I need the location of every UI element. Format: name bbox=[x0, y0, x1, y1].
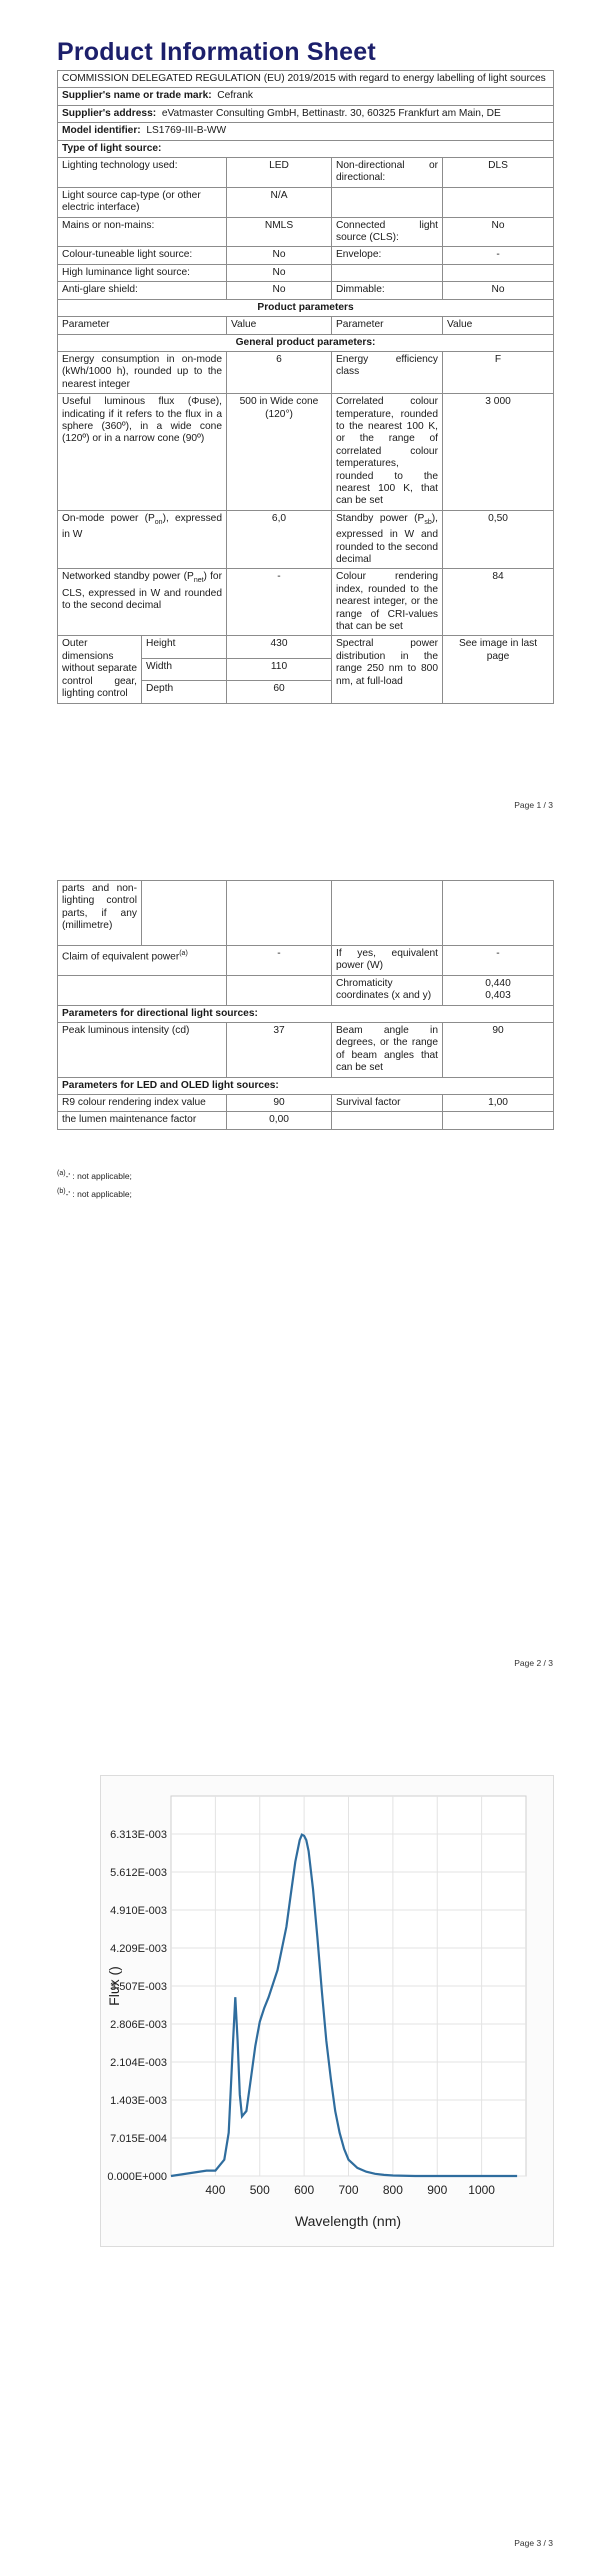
model-row bbox=[58, 123, 554, 140]
page-title: Product Information Sheet bbox=[57, 38, 376, 66]
on-mode-power-value: 6,0 bbox=[227, 510, 332, 569]
y-tick-label: 4.209E-003 bbox=[110, 1943, 167, 1955]
chromaticity-value bbox=[443, 975, 554, 1005]
survival-factor-value: 1,00 bbox=[443, 1095, 554, 1112]
type-label: Lighting technology used: bbox=[58, 158, 227, 188]
supplier-address-value: eVatmaster Consulting GmbH, Bettinastr. 30, 60325 Frankfurt am Main, DE bbox=[161, 107, 501, 119]
type-label: High luminance light source: bbox=[58, 264, 227, 281]
network-row bbox=[58, 569, 554, 636]
footnote-mark: (b) bbox=[57, 1188, 66, 1195]
equivalent-power-label: If yes, equivalent power (W) bbox=[332, 946, 443, 976]
page-1 bbox=[0, 0, 603, 820]
x-tick-label: 1000 bbox=[468, 2183, 495, 2197]
width-value: 110 bbox=[227, 658, 332, 680]
cri-label: Colour rendering index, rounded to the nearest integer, or the range of CRI-values that can be set bbox=[332, 569, 443, 636]
standby-power-label bbox=[332, 510, 443, 569]
page-footer: Page 3 / 3 bbox=[514, 2538, 553, 2548]
x-tick-label: 500 bbox=[249, 2183, 270, 2197]
type-label-2: Non-directional or directional: bbox=[332, 158, 443, 188]
type-value-2 bbox=[443, 264, 554, 281]
outer-dimensions-label-continued: parts and non-lighting control parts, if any (millimetre) bbox=[58, 881, 142, 946]
depth-value: 60 bbox=[227, 681, 332, 703]
on-mode-power-text-2: ), expressed in W bbox=[62, 512, 222, 541]
type-row bbox=[58, 247, 554, 264]
led-heading-row bbox=[58, 1077, 554, 1094]
type-heading-row bbox=[58, 140, 554, 157]
x-tick-label: 900 bbox=[427, 2183, 448, 2197]
page-2 bbox=[0, 880, 603, 1680]
luminous-flux-value: 500 in Wide cone (120°) bbox=[227, 394, 332, 511]
y-tick-label: 2.104E-003 bbox=[110, 2057, 167, 2069]
spectral-label: Spectral power distribution in the range 250 nm to 800 nm, at full-load bbox=[332, 636, 443, 703]
general-heading: General product parameters: bbox=[58, 334, 554, 351]
networked-standby-label bbox=[58, 569, 227, 636]
col-header-parameter-2: Parameter bbox=[332, 317, 443, 334]
on-mode-power-text: On-mode power (P bbox=[62, 512, 155, 524]
type-row bbox=[58, 187, 554, 217]
depth-label: Depth bbox=[142, 681, 227, 703]
led-heading: Parameters for LED and OLED light sources: bbox=[58, 1077, 554, 1094]
type-value: No bbox=[227, 264, 332, 281]
spectral-chart-frame bbox=[100, 1775, 554, 2247]
product-params-heading-row bbox=[58, 299, 554, 316]
model-label: Model identifier: bbox=[62, 125, 141, 137]
height-value: 430 bbox=[227, 636, 332, 658]
product-information-table-continued bbox=[57, 880, 554, 1130]
type-value: NMLS bbox=[227, 217, 332, 247]
cct-value: 3 000 bbox=[443, 394, 554, 511]
type-value-2: - bbox=[443, 247, 554, 264]
r9-value: 90 bbox=[227, 1095, 332, 1112]
footnote-text: -' : not applicable; bbox=[65, 1188, 132, 1199]
power-row bbox=[58, 510, 554, 569]
y-tick-label: 5.612E-003 bbox=[110, 1867, 167, 1879]
type-label: Anti-glare shield: bbox=[58, 282, 227, 299]
page-3 bbox=[0, 1730, 603, 2560]
product-params-heading: Product parameters bbox=[58, 299, 554, 316]
type-label-2: Dimmable: bbox=[332, 282, 443, 299]
type-label-2 bbox=[332, 187, 443, 217]
beam-angle-value: 90 bbox=[443, 1023, 554, 1078]
x-axis-label: Wavelength (nm) bbox=[294, 2213, 402, 2229]
supplier-address-label: Supplier's address: bbox=[62, 107, 157, 119]
energy-row bbox=[58, 351, 554, 393]
networked-standby-value: - bbox=[227, 569, 332, 636]
chromaticity-x: 0,440 bbox=[485, 977, 511, 989]
footnote-text: -' : not applicable; bbox=[65, 1170, 132, 1181]
beam-angle-label: Beam angle in degrees, or the range of beam angles that can be set bbox=[332, 1023, 443, 1078]
networked-standby-sub: net bbox=[193, 577, 204, 585]
energy-class-value: F bbox=[443, 351, 554, 393]
page-footer: Page 1 / 3 bbox=[514, 800, 553, 810]
y-tick-label: 3.507E-003 bbox=[110, 1981, 167, 1993]
on-mode-power-label bbox=[58, 510, 227, 569]
cct-label: Correlated colour temperature, rounded to the nearest 100 K, or the range of correlated colour temperatures, rounded to the nearest 100 K, that can be set bbox=[332, 394, 443, 511]
type-heading: Type of light source: bbox=[58, 140, 554, 157]
outer-dimensions-label: Outer dimensions without separate control gear, lighting control bbox=[58, 636, 142, 703]
directional-heading: Parameters for directional light sources: bbox=[58, 1005, 554, 1022]
claim-row bbox=[58, 946, 554, 976]
survival-factor-label: Survival factor bbox=[332, 1095, 443, 1112]
spectral-value: See image in last page bbox=[443, 636, 554, 703]
footnote-mark: (a) bbox=[57, 1170, 66, 1177]
column-header-row bbox=[58, 317, 554, 334]
type-row bbox=[58, 264, 554, 281]
x-tick-label: 600 bbox=[294, 2183, 315, 2197]
footnote bbox=[57, 1188, 132, 1199]
cri-value: 84 bbox=[443, 569, 554, 636]
y-tick-label: 1.403E-003 bbox=[110, 2095, 167, 2107]
page-footer: Page 2 / 3 bbox=[514, 1658, 553, 1668]
x-tick-label: 800 bbox=[382, 2183, 403, 2197]
peak-intensity-value: 37 bbox=[227, 1023, 332, 1078]
equivalent-power-value: - bbox=[443, 946, 554, 976]
networked-standby-text-2: ) for CLS, expressed in W and rounded to the second decimal bbox=[62, 571, 222, 612]
supplier-address-row bbox=[58, 105, 554, 122]
lumen-maintenance-value: 0,00 bbox=[227, 1112, 332, 1129]
maintenance-row bbox=[58, 1112, 554, 1129]
lumen-maintenance-label: the lumen maintenance factor bbox=[58, 1112, 227, 1129]
type-label-2 bbox=[332, 264, 443, 281]
chromaticity-row bbox=[58, 975, 554, 1005]
standby-power-sub: sb bbox=[424, 518, 432, 526]
dimension-row-continued bbox=[58, 881, 554, 946]
flux-row bbox=[58, 394, 554, 511]
r9-row bbox=[58, 1095, 554, 1112]
chromaticity-label: Chromaticity coordinates (x and y) bbox=[332, 975, 443, 1005]
general-heading-row bbox=[58, 334, 554, 351]
y-tick-label: 7.015E-004 bbox=[110, 2133, 167, 2145]
product-information-table bbox=[57, 70, 554, 704]
luminous-flux-label: Useful luminous flux (Φuse), indicating if it refers to the flux in a sphere (360º), in a wide cone (120º) or in a narrow cone (90º) bbox=[58, 394, 227, 511]
type-value-2: DLS bbox=[443, 158, 554, 188]
energy-consumption-label: Energy consumption in on-mode (kWh/1000 h), rounded up to the nearest integer bbox=[58, 351, 227, 393]
regulation-row bbox=[58, 71, 554, 88]
standby-power-text-2: ), expressed in W and rounded to the second decimal bbox=[336, 512, 438, 566]
x-tick-label: 400 bbox=[205, 2183, 226, 2197]
y-tick-label: 6.313E-003 bbox=[110, 1829, 167, 1841]
type-value-2: No bbox=[443, 282, 554, 299]
col-header-value-2: Value bbox=[443, 317, 554, 334]
type-value-2 bbox=[443, 187, 554, 217]
on-mode-power-sub: on bbox=[154, 518, 163, 526]
standby-power-text: Standby power (P bbox=[336, 512, 425, 524]
claim-text: Claim of equivalent power bbox=[62, 951, 180, 963]
claim-label bbox=[58, 946, 227, 976]
type-row bbox=[58, 158, 554, 188]
y-tick-label: 0.000E+000 bbox=[107, 2171, 167, 2183]
type-row bbox=[58, 217, 554, 247]
peak-row bbox=[58, 1023, 554, 1078]
model-value: LS1769-III-B-WW bbox=[146, 125, 227, 137]
y-axis-label: Flux () bbox=[106, 1966, 122, 2006]
y-tick-label: 2.806E-003 bbox=[110, 2019, 167, 2031]
col-header-parameter: Parameter bbox=[58, 317, 227, 334]
directional-heading-row bbox=[58, 1005, 554, 1022]
type-label-2: Connected light source (CLS): bbox=[332, 217, 443, 247]
standby-power-value: 0,50 bbox=[443, 510, 554, 569]
supplier-name-row bbox=[58, 88, 554, 105]
type-value: No bbox=[227, 247, 332, 264]
type-value: N/A bbox=[227, 187, 332, 217]
supplier-name-value: Cefrank bbox=[217, 90, 253, 102]
type-label: Mains or non-mains: bbox=[58, 217, 227, 247]
spectral-distribution-chart bbox=[101, 1776, 553, 2246]
x-tick-labels bbox=[205, 2183, 495, 2197]
r9-label: R9 colour rendering index value bbox=[58, 1095, 227, 1112]
y-tick-label: 4.910E-003 bbox=[110, 1905, 167, 1917]
type-label-2: Envelope: bbox=[332, 247, 443, 264]
networked-standby-text: Networked standby power (P bbox=[62, 571, 194, 583]
type-value: No bbox=[227, 282, 332, 299]
dimension-row bbox=[58, 636, 554, 658]
type-label: Light source cap-type (or other electric interface) bbox=[58, 187, 227, 217]
type-row bbox=[58, 282, 554, 299]
type-value-2: No bbox=[443, 217, 554, 247]
supplier-name-label: Supplier's name or trade mark: bbox=[62, 90, 212, 102]
claim-value: - bbox=[227, 946, 332, 976]
regulation-text: COMMISSION DELEGATED REGULATION (EU) 2019/2015 with regard to energy labelling of light sources bbox=[58, 71, 554, 88]
x-tick-label: 700 bbox=[338, 2183, 359, 2197]
claim-sup: (a) bbox=[179, 950, 188, 957]
chromaticity-y: 0,403 bbox=[485, 990, 511, 1002]
type-label: Colour-tuneable light source: bbox=[58, 247, 227, 264]
width-label: Width bbox=[142, 658, 227, 680]
energy-class-label: Energy efficiency class bbox=[332, 351, 443, 393]
type-value: LED bbox=[227, 158, 332, 188]
height-label: Height bbox=[142, 636, 227, 658]
footnote bbox=[57, 1170, 132, 1181]
energy-consumption-value: 6 bbox=[227, 351, 332, 393]
peak-intensity-label: Peak luminous intensity (cd) bbox=[58, 1023, 227, 1078]
col-header-value: Value bbox=[227, 317, 332, 334]
